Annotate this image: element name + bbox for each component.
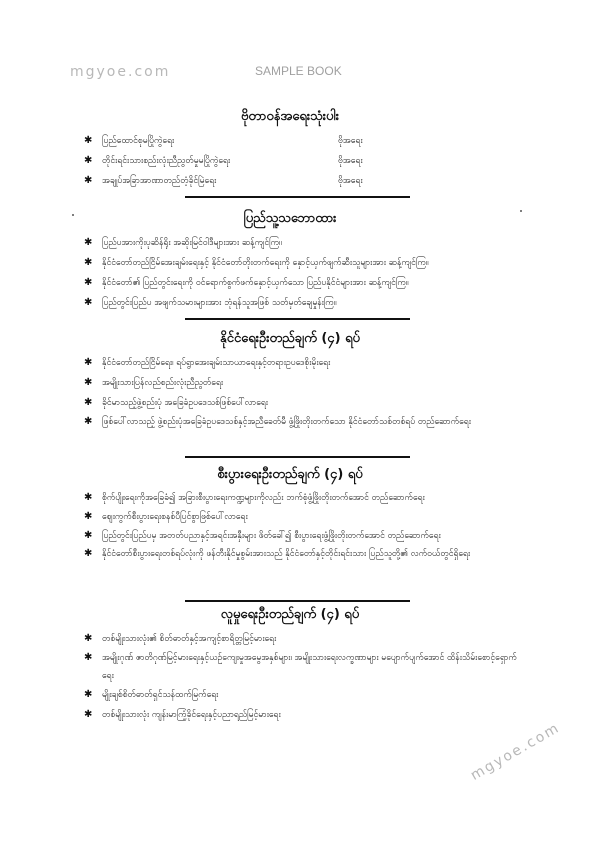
asterisk-bullet-icon: ✱ (84, 357, 93, 368)
asterisk-bullet-icon: ✱ (84, 633, 93, 644)
section-three-main-duties (0, 108, 595, 191)
asterisk-bullet-icon: ✱ (84, 175, 93, 186)
section-title: ဗိုတာဝန်အရေးသုံးပါး (240, 109, 340, 124)
asterisk-bullet-icon: ✱ (84, 416, 93, 427)
asterisk-bullet-icon: ✱ (84, 709, 93, 720)
asterisk-bullet-icon: ✱ (84, 297, 93, 308)
asterisk-bullet-icon: ✱ (84, 511, 93, 522)
asterisk-bullet-icon: ✱ (84, 155, 93, 166)
speck-mark (72, 214, 74, 216)
list-item: ✱ ဖြစ်ပေါ်လာသည့် ဖွဲ့စည်းပုံအခြေခံဥပဒေသစ်နှင့်အညီခေတ်မီ ဖွံ့ဖြိုးတိုးတက်သော နိုင်ငံတော်သစ်တစ်ရပ် တည်ဆောက်ရေး (0, 413, 522, 431)
list-item: ✱ အမျိုးဂုဏ် ဇာတိဂုဏ်မြင့်မားရေးနှင့်ယဉ်ကျေးမှုအမွေအနှစ်များ၊ အမျိုးသားရေးလက္ခဏာများ မပျောက်ပျက်အောင် ထိန်းသိမ်းစောင့်ရှောက်ရေး (0, 649, 522, 685)
section-divider (185, 318, 410, 320)
asterisk-bullet-icon: ✱ (84, 257, 93, 268)
list-item: ✱ ပြည်တွင်းပြည်ပ အဖျက်သမားများအား ဘုံရန်သူအဖြစ် သတ်မှတ်ချေမှုန်းကြ။ (0, 293, 502, 313)
asterisk-bullet-icon: ✱ (84, 135, 93, 146)
section-divider (185, 600, 410, 602)
asterisk-bullet-icon: ✱ (84, 377, 93, 388)
list-item: ✱ မျိုးချစ်စိတ်ဓာတ်ရှင်သန်ထက်မြက်ရေး (0, 685, 502, 705)
list-item: ✱ တစ်မျိုးသားလုံး ကျန်းမာကြံ့ခိုင်ရေးနှင့်ပညာရည်မြင့်မားရေး (0, 705, 502, 725)
section-title: စီးပွားရေးဦးတည်ချက် (၄) ရပ် (217, 467, 363, 482)
list-item: ✱ ပြည်ပအားကိုးပုဆိန်ရိုး အဆိုးမြင်ဝါဒီများအား ဆန့်ကျင်ကြ။ (0, 233, 502, 253)
sample-book-label: SAMPLE BOOK (255, 64, 342, 78)
section-economic-objectives (0, 466, 595, 563)
asterisk-bullet-icon: ✱ (84, 492, 93, 503)
list-item: ✱ နိုင်ငံတော်တည်ငြိမ်ရေး၊ ရပ်ရွာအေးချမ်းသာယာရေးနှင့်တရားဥပဒေစိုးမိုးရေး (0, 353, 502, 373)
asterisk-bullet-icon: ✱ (84, 397, 93, 408)
section-divider (185, 456, 410, 458)
list-item: ✱ တိုင်းရင်းသားစည်းလုံးညီညွတ်မှုမပြိုကွဲရေး ဗိုအရေး (0, 151, 502, 171)
asterisk-bullet-icon: ✱ (84, 237, 93, 248)
asterisk-bullet-icon: ✱ (84, 277, 93, 288)
list-item: ✱ ဈေးကွက်စီးပွားရေးစနစ်ပီပြင်စွာဖြစ်ပေါ်လာရေး (0, 507, 502, 527)
section-title: လူမှုရေးဦးတည်ချက် (၄) ရပ် (220, 607, 360, 622)
section-title: ပြည်သူ့သဘောထား (243, 211, 337, 226)
asterisk-bullet-icon: ✱ (84, 548, 93, 559)
list-item: ✱ နိုင်ငံတော်၏ ပြည်တွင်းရေးကို ဝင်ရောက်စွက်ဖက်နှောင့်ယှက်သော ပြည်ပနိုင်ငံများအား ဆန့်ကျင်ကြ။ (0, 273, 502, 293)
list-item: ✱ နိုင်ငံတော်စီးပွားရေးတစ်ရပ်လုံးကို ဖန်တီးနိုင်မှုစွမ်းအားသည် နိုင်ငံတော်နှင့်တိုင်းရင်းသား ပြည်သူတို့၏ လက်ဝယ်တွင်ရှိရေး (0, 545, 522, 563)
list-item: ✱ နိုင်ငံတော်တည်ငြိမ်အေးချမ်းရေးနှင့် နိုင်ငံတော်တိုးတက်ရေးကို နှောင့်ယှက်ဖျက်ဆီးသူများအား ဆန့်ကျင်ကြ။ (0, 253, 502, 273)
list-item: ✱ ခိုင်မာသည့်ဖွဲ့စည်းပုံ အခြေခံဥပဒေသစ်ဖြစ်ပေါ်လာရေး (0, 393, 502, 413)
asterisk-bullet-icon: ✱ (84, 530, 93, 541)
section-title: နိုင်ငံရေးဦးတည်ချက် (၄) ရပ် (220, 331, 360, 346)
list-item: ✱ ပြည်ထောင်စုမပြိုကွဲရေး ဗိုအရေး (0, 131, 502, 151)
asterisk-bullet-icon: ✱ (84, 689, 93, 700)
section-political-objectives (0, 330, 595, 431)
list-item: ✱ စိုက်ပျိုးရေးကိုအခြေခံ၍ အခြားစီးပွားရေးကဏ္ဍများကိုလည်း ဘက်စုံဖွံ့ဖြိုးတိုးတက်အောင် တည်ဆောက်ရေး (0, 489, 522, 507)
section-divider (185, 196, 410, 198)
list-item: ✱ တစ်မျိုးသားလုံး၏ စိတ်ဓာတ်နှင့်အကျင့်စာရိတ္တမြင့်မားရေး (0, 629, 502, 649)
list-item: ✱ အချုပ်အခြာအာဏာတည်တံ့ခိုင်မြဲရေး ဗိုအရေး (0, 171, 502, 191)
section-social-objectives (0, 606, 595, 725)
watermark-bottom: mgyoe.com (468, 719, 563, 784)
speck-mark (520, 210, 522, 212)
section-public-opinion (0, 210, 595, 313)
watermark-top: mgyoe.com (70, 64, 171, 80)
list-item: ✱ အမျိုးသားပြန်လည်စည်းလုံးညီညွတ်ရေး (0, 373, 502, 393)
asterisk-bullet-icon: ✱ (84, 652, 93, 663)
list-item: ✱ ပြည်တွင်းပြည်ပမှ အတတ်ပညာနှင့်အရင်းအနှီးများ ဖိတ်ခေါ်၍ စီးပွားရေးဖွံ့ဖြိုးတိုးတက်အောင် တည်ဆောက်ရေး (0, 527, 522, 545)
